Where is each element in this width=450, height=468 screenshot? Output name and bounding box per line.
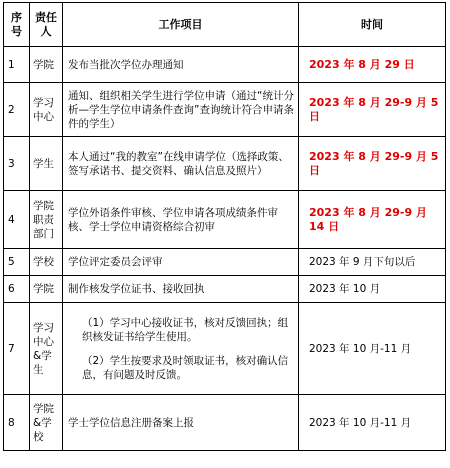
row-time bbox=[299, 276, 446, 303]
header-time: 时间 bbox=[299, 3, 446, 47]
table-row bbox=[4, 395, 446, 451]
row-number: 7 bbox=[4, 303, 30, 395]
work-item-text: 制作核发学位证书、接收回执 bbox=[68, 283, 205, 295]
table-row bbox=[4, 83, 446, 137]
deadline-date-highlight: 2023 年 8 月 29-9 月 14 日 bbox=[309, 205, 427, 233]
row-responsible: 学院 bbox=[30, 276, 63, 303]
row-responsible: 学习中心 bbox=[30, 83, 63, 137]
row-work-item bbox=[63, 47, 299, 83]
row-work-item bbox=[63, 395, 299, 451]
row-responsible: 学院 bbox=[30, 47, 63, 83]
row-responsible: 学习中心&学生 bbox=[30, 303, 63, 395]
row-responsible: 学校 bbox=[30, 249, 63, 276]
deadline-date: 2023 年 9 月下旬以后 bbox=[309, 256, 416, 268]
row-work-item bbox=[63, 83, 299, 137]
row-time bbox=[299, 137, 446, 191]
deadline-date-highlight: 2023 年 8 月 29 日 bbox=[309, 57, 415, 71]
row-work-item bbox=[63, 276, 299, 303]
table-row bbox=[4, 47, 446, 83]
row-work-item bbox=[63, 137, 299, 191]
row-time bbox=[299, 47, 446, 83]
table-row bbox=[4, 276, 446, 303]
table-row bbox=[4, 137, 446, 191]
row-responsible: 学生 bbox=[30, 137, 63, 191]
deadline-date-highlight: 2023 年 8 月 29-9 月 5 日 bbox=[309, 95, 439, 123]
row-work-item bbox=[63, 249, 299, 276]
work-item-text: 发布当批次学位办理通知 bbox=[68, 58, 184, 71]
row-time bbox=[299, 395, 446, 451]
row-number: 5 bbox=[4, 249, 30, 276]
row-time bbox=[299, 83, 446, 137]
work-item-text: 学位评定委员会评审 bbox=[68, 256, 163, 268]
row-responsible: 学院&学校 bbox=[30, 395, 63, 451]
deadline-date-highlight: 2023 年 8 月 29-9 月 5 日 bbox=[309, 149, 439, 177]
work-item-text: （2）学生按要求及时领取证书，核对确认信息，有问题及时反馈。 bbox=[82, 354, 289, 381]
work-item-text: 通知、组织相关学生进行学位申请（通过“统计分析—学生学位申请条件查询”查询统计符合申请条件的学生） bbox=[68, 89, 294, 130]
header-responsible: 责任人 bbox=[30, 3, 63, 47]
row-responsible: 学院职责部门 bbox=[30, 191, 63, 249]
row-time bbox=[299, 191, 446, 249]
table-row bbox=[4, 303, 446, 395]
work-item-text: 本人通过“我的教室”在线申请学位（选择政策、签写承诺书、提交资料、确认信息及照片） bbox=[68, 150, 289, 177]
schedule-table-container bbox=[3, 2, 446, 451]
row-number: 1 bbox=[4, 47, 30, 83]
deadline-date: 2023 年 10 月-11 月 bbox=[309, 342, 412, 355]
work-item-text: （1）学习中心接收证书，核对反馈回执；组织核发证书给学生使用。 bbox=[82, 316, 289, 343]
work-item-text: 学位外语条件审核、学位申请各项成绩条件审核、学士学位申请资格综合初审 bbox=[68, 206, 278, 233]
table-row bbox=[4, 191, 446, 249]
row-number: 6 bbox=[4, 276, 30, 303]
row-number: 2 bbox=[4, 83, 30, 137]
row-number: 4 bbox=[4, 191, 30, 249]
table-body bbox=[4, 47, 446, 451]
degree-schedule-table bbox=[3, 2, 446, 451]
row-time bbox=[299, 303, 446, 395]
deadline-date: 2023 年 10 月 bbox=[309, 283, 381, 295]
header-work-item: 工作项目 bbox=[63, 3, 299, 47]
table-row bbox=[4, 249, 446, 276]
header-row bbox=[4, 3, 446, 47]
header-no: 序号 bbox=[4, 3, 30, 47]
row-work-item bbox=[63, 191, 299, 249]
work-item-text: 学士学位信息注册备案上报 bbox=[68, 416, 194, 429]
deadline-date: 2023 年 10 月-11 月 bbox=[309, 416, 412, 429]
row-time bbox=[299, 249, 446, 276]
row-number: 3 bbox=[4, 137, 30, 191]
row-work-item bbox=[63, 303, 299, 395]
row-number: 8 bbox=[4, 395, 30, 451]
